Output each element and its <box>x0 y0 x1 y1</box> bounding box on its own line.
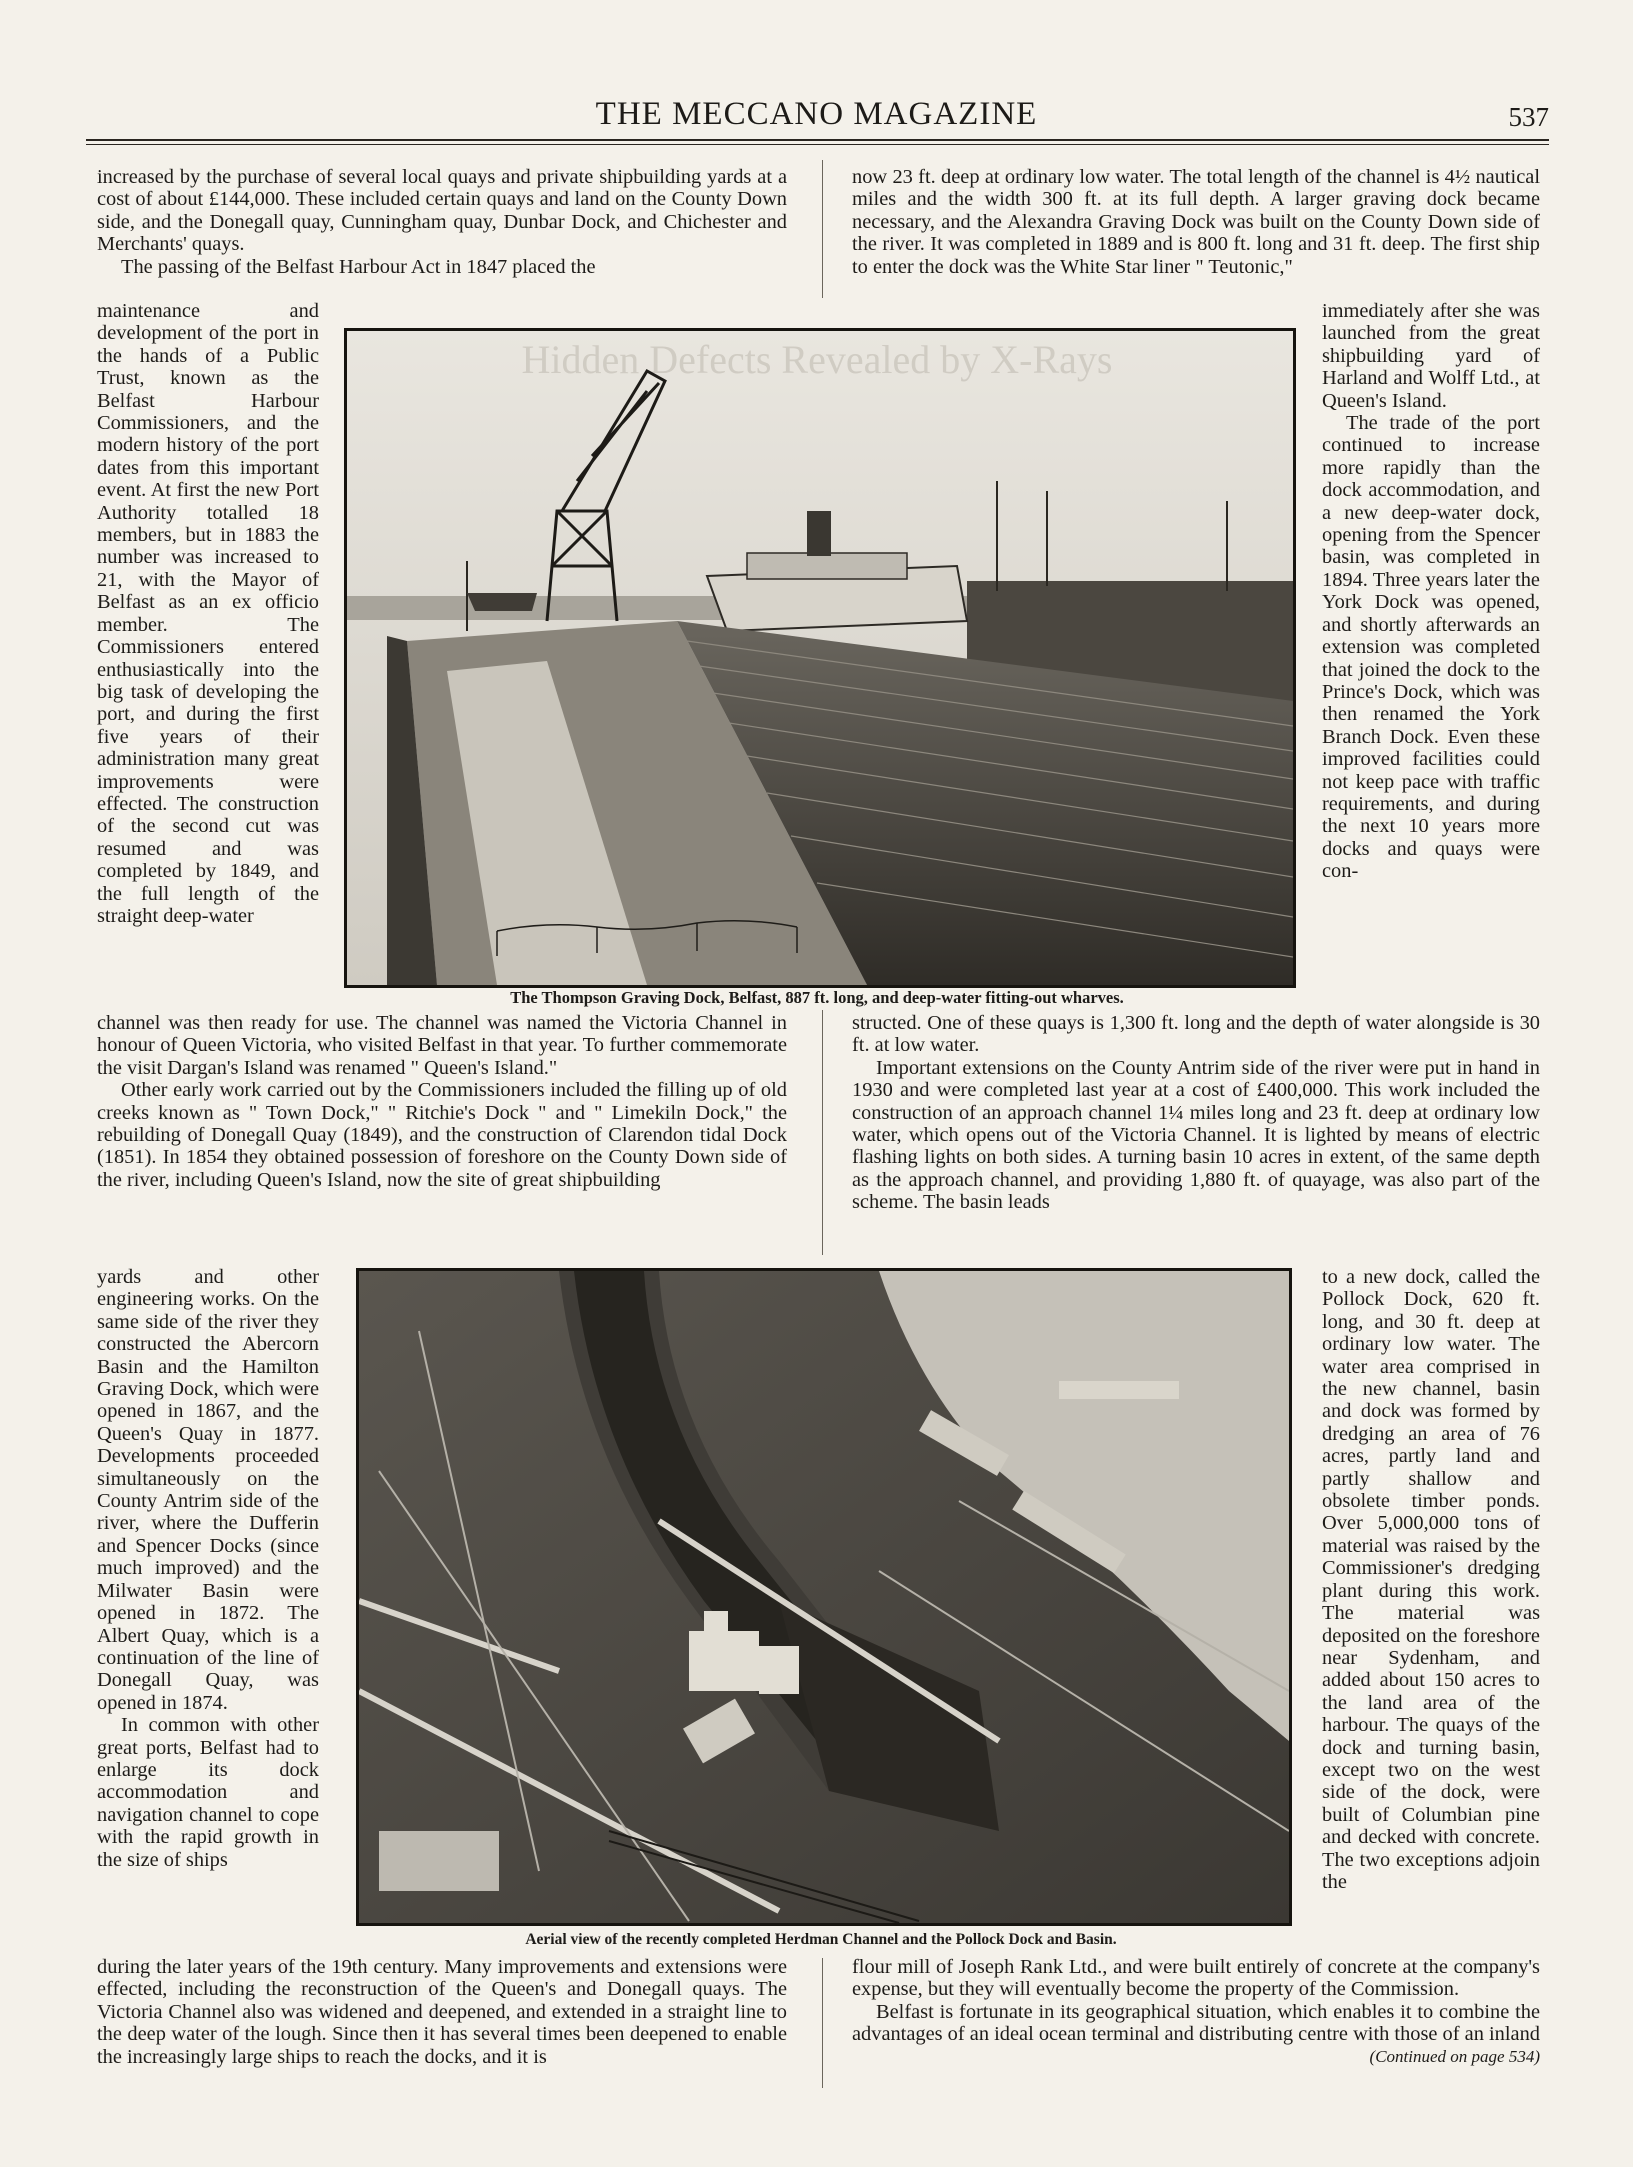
right-mid-text <box>852 1012 1540 1266</box>
header-rule <box>86 139 1549 141</box>
left-top-text <box>97 166 787 300</box>
left-narrow-text-2 <box>97 1266 319 1956</box>
left-mid-text <box>97 1012 787 1266</box>
paragraph: yards and other engineering works. On the same side of the river they constructed the Abercorn Basin and the Hamilton Graving Dock, which were opened in 1867, and the Queen's Quay in 1877. Developments proceeded simultaneously on the County Antrim side of the river, where the Dufferin and Spencer Docks (since much improved) and the Milwater Basin were opened in 1872. The Albert Quay, which is a continuation of the line of Donegall Quay, was opened in 1874. <box>97 1266 319 1714</box>
paragraph: now 23 ft. deep at ordinary low water. The total length of the channel is 4½ nautical miles and the width 300 ft. at its full depth. A larger graving dock became necessary, and the Alexandra Graving Dock was built on the County Down side of the river. It was completed in 1889 and is 800 ft. long and 31 ft. deep. The first ship to enter the dock was the White Star liner " Teutonic," <box>852 166 1540 278</box>
left-bottom-text <box>97 1956 787 2090</box>
paragraph: channel was then ready for use. The channel was named the Victoria Channel in honour of Queen Victoria, who visited Belfast in that year. To further commemorate the visit Dargan's Island was renamed " Queen's Island." <box>97 1012 787 1079</box>
continued-note: (Continued on page 534) <box>1369 2046 1540 2066</box>
photo-aerial-channel <box>356 1268 1292 1926</box>
paragraph: The trade of the port continued to increase more rapidly than the dock accommodation, and a new deep-water dock, opening from the Spencer basin, was completed in 1894. Three years later the York Dock was opened, and shortly afterwards an extension was completed that joined the dock to the Prince's Dock, which was then renamed the York Branch Dock. Even these improved facilities could not keep pace with traffic requirements, and during the next 10 years more docks and quays were con- <box>1322 412 1540 883</box>
right-narrow-text-1 <box>1322 300 1540 1012</box>
left-narrow-text-1 <box>97 300 319 1012</box>
page-number: 537 <box>1508 102 1549 132</box>
graving-dock-image <box>347 331 1293 985</box>
paragraph-text: Belfast is fortunate in its geographical situation, which enables it to combine the advantages of an ideal ocean terminal and distributing centre with those of an inland <box>852 2000 1540 2046</box>
paragraph: increased by the purchase of several local quays and private shipbuilding yards at a cost of about £144,000. These included certain quays and land on the County Down side, and the Donegall quay, Cunningham quay, Dunbar Dock, and Chichester and Merchants' quays. <box>97 166 787 256</box>
bleed-through-title: Hidden Defects Revealed by X-Rays <box>521 337 1113 382</box>
paragraph <box>852 2000 1540 2066</box>
column-rule <box>822 160 823 298</box>
paragraph: to a new dock, called the Pollock Dock, 620 ft. long, and 30 ft. deep at ordinary low water. The water area comprised in the new channel, basin and dock was formed by dredging an area of 76 acres, partly land and partly shallow and obsolete timber ponds. Over 5,000,000 tons of material was raised by the Commissioner's dredging plant during this work. The material was deposited on the foreshore near Sydenham, and added about 150 acres to the land area of the harbour. The quays of the dock and turning basin, except two on the west side of the dock, were built of Columbian pine and decked with concrete. The two exceptions adjoin the <box>1322 1266 1540 1893</box>
aerial-view-image <box>359 1271 1289 1923</box>
photo-caption-graving-dock: The Thompson Graving Dock, Belfast, 887 ft. long, and deep-water fitting-out wharves. <box>510 988 1124 1007</box>
paragraph: Other early work carried out by the Commissioners included the filling up of old creeks known as " Town Dock," " Ritchie's Dock " and " Limekiln Dock," the rebuilding of Donegall Quay (1849), and the construction of Clarendon tidal Dock (1851). In 1854 they obtained possession of foreshore on the County Down side of the river, including Queen's Island, now the site of great shipbuilding <box>97 1079 787 1191</box>
paragraph: The passing of the Belfast Harbour Act in 1847 placed the <box>121 255 596 278</box>
column-rule <box>822 1010 823 1255</box>
right-narrow-text-2 <box>1322 1266 1540 1956</box>
photo-caption-aerial: Aerial view of the recently completed Herdman Channel and the Pollock Dock and Basin. <box>525 1931 1117 1948</box>
paragraph: maintenance and development of the port in the hands of a Public Trust, known as the Belfast Harbour Commissioners, and the modern history of the port dates from this important event. At first the new Port Authority totalled 18 members, but in 1883 the number was increased to 21, with the Mayor of Belfast as an ex officio member. The Commissioners entered enthusiastically into the big task of developing the port, and during the first five years of their administration many great improvements were effected. The construction of the second cut was resumed and was completed by 1849, and the full length of the straight deep-water <box>97 300 319 927</box>
running-title: THE MECCANO MAGAZINE <box>595 96 1038 132</box>
paragraph: immediately after she was launched from the great shipbuilding yard of Harland and Wolff Ltd., at Queen's Island. <box>1322 300 1540 412</box>
paragraph: flour mill of Joseph Rank Ltd., and were built entirely of concrete at the company's expense, but they will eventually become the property of the Commission. <box>852 1956 1540 2001</box>
paragraph: Important extensions on the County Antrim side of the river were put in hand in 1930 and were completed last year at a cost of £400,000. This work included the construction of an approach channel 1¼ miles long and 23 ft. deep at ordinary low water, which opens out of the Victoria Channel. It is lighted by means of electric flashing lights on both sides. A turning basin 10 acres in extent, of the same depth as the approach channel, and providing 1,880 ft. of quayage, was also part of the scheme. The basin leads <box>852 1056 1540 1214</box>
right-top-text <box>852 166 1540 300</box>
paragraph: during the later years of the 19th century. Many improvements and extensions were effected, including the reconstruction of the Queen's and Donegall quays. The Victoria Channel also was widened and deepened, and extended in a straight line to the deep water of the lough. Since then it has several times been deepened to enable the increasingly large ships to reach the docks, and it is <box>97 1956 787 2068</box>
right-bottom-text <box>852 1956 1540 2090</box>
column-rule <box>822 1958 823 2088</box>
paragraph: In common with other great ports, Belfast had to enlarge its dock accommodation and navigation channel to cope with the rapid growth in the size of ships <box>97 1714 319 1871</box>
header-rule-thin <box>86 144 1549 145</box>
paragraph: structed. One of these quays is 1,300 ft. long and the depth of water alongside is 30 ft. at low water. <box>852 1012 1540 1057</box>
photo-graving-dock <box>344 328 1296 988</box>
